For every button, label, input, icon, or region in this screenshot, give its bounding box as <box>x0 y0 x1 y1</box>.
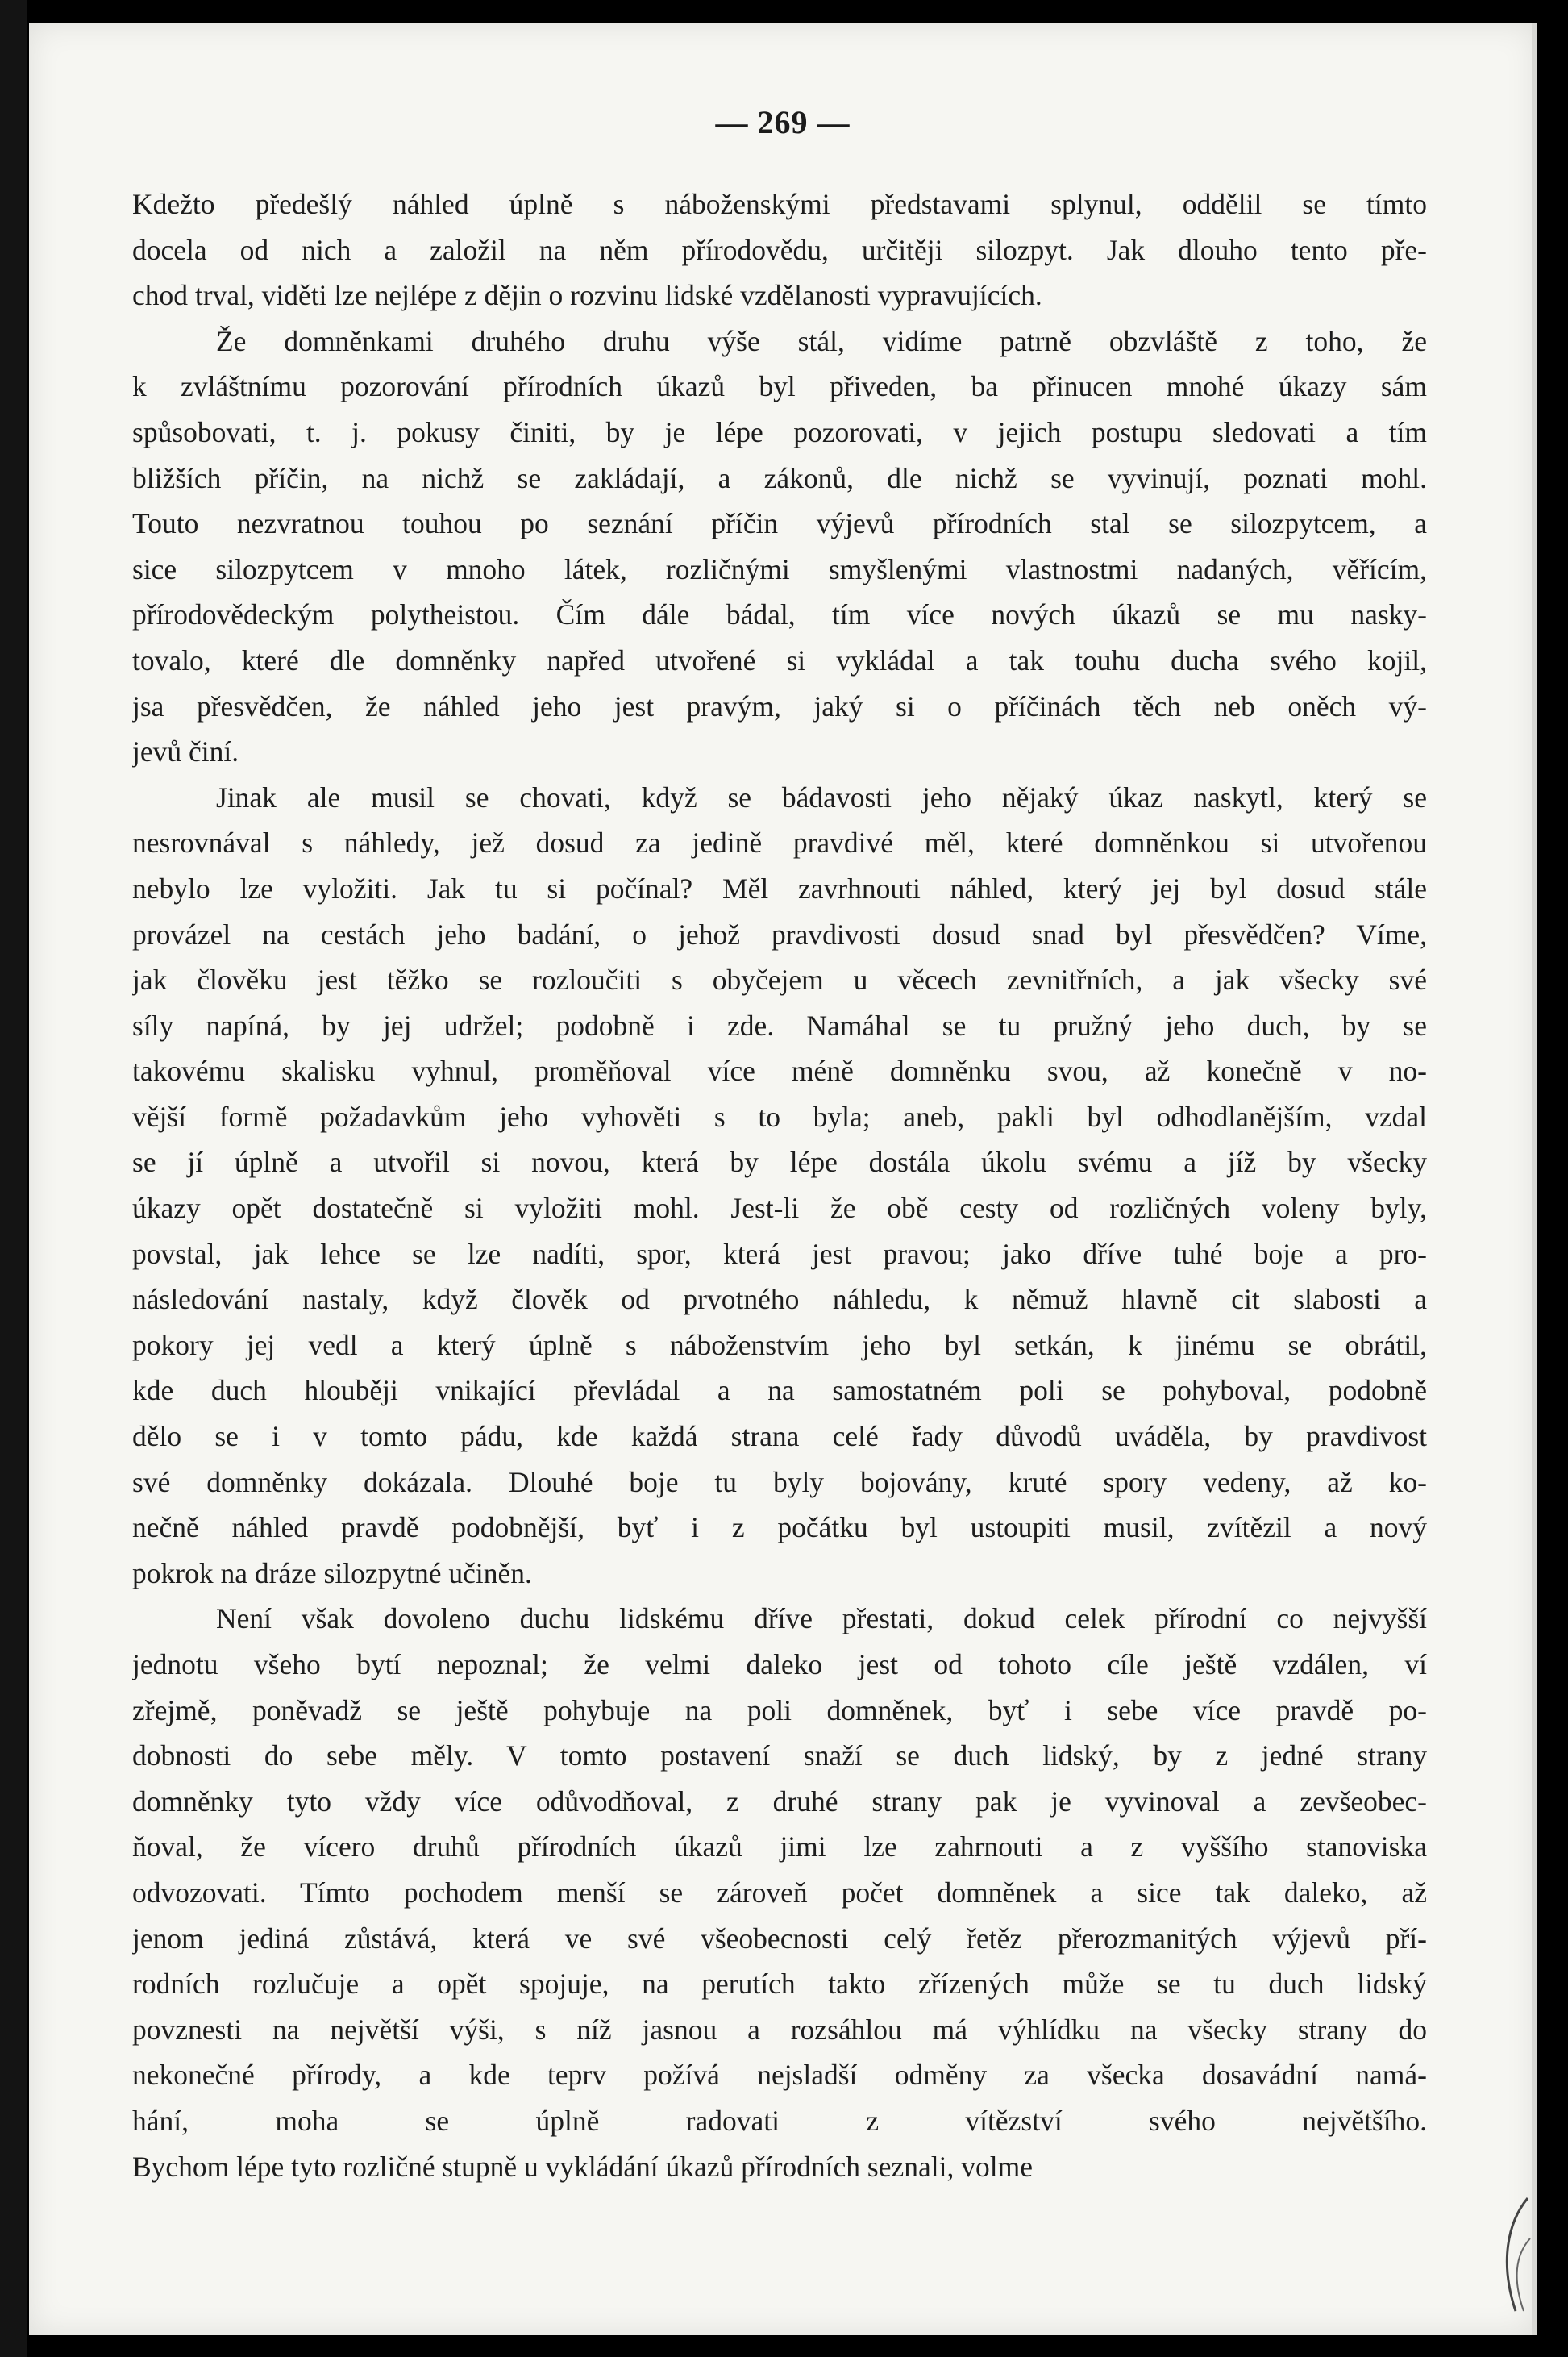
text-line: hání, moha se úplně radovati z vítězství svého největšího. <box>132 2104 1427 2137</box>
text-line: Bychom lépe tyto rozličné stupně u vykládání úkazů přírodních seznali, volme <box>132 2150 1033 2183</box>
page-edge <box>1532 23 1537 2335</box>
text-line: Jinak ale musil se chovati, když se bádavosti jeho nějaký úkaz naskytl, který se <box>216 781 1427 814</box>
book-page <box>29 23 1537 2335</box>
text-line: jak člověku jest těžko se rozloučiti s obyčejem u věcech zevnitřních, a jak všecky své <box>132 964 1427 997</box>
text-line: tovalo, které dle domněnky napřed utvořené si vykládal a tak touhu ducha svého kojil, <box>132 643 1427 677</box>
text-line: sice silozpytcem v mnoho látek, rozličnými smyšlenými vlastnostmi nadaných, věřícím, <box>132 552 1427 585</box>
text-line: síly napíná, by jej udržel; podobně i zde. Namáhal se tu pružný jeho duch, by se <box>132 1009 1427 1042</box>
text-line: Touto nezvratnou touhou po seznání příčin výjevů přírodních stal se silozpytcem, a <box>132 507 1427 540</box>
text-line: nebylo lze vyložiti. Jak tu si počínal? Měl zavrhnouti náhled, který jej byl dosud stále <box>132 872 1427 905</box>
text-line: jednotu všeho bytí nepoznal; že velmi daleko jest od tohoto cíle ještě vzdálen, ví <box>132 1648 1427 1680</box>
text-line: spůsobovati, t. j. pokusy činiti, by je lépe pozorovati, v jejich postupu sledovati a tím <box>132 415 1427 448</box>
text-line: zřejmě, poněvadž se ještě pohybuje na poli domněnek, byť i sebe více pravdě po- <box>132 1693 1427 1726</box>
text-line: své domněnky dokázala. Dlouhé boje tu byly bojovány, kruté spory vedeny, až ko- <box>132 1465 1427 1498</box>
text-line: rodních rozlučuje a opět spojuje, na perutích takto zřízených může se tu duch lidský <box>132 1968 1427 2001</box>
text-line: ňoval, že vícero druhů přírodních úkazů jimi lze zahrnouti a z vyššího stanoviska <box>132 1830 1427 1864</box>
text-line: úkazy opět dostatečně si vyložiti mohl. Jest-li že obě cesty od rozličných voleny byly, <box>132 1192 1427 1225</box>
text-line: dělo se i v tomto pádu, kde každá strana celé řady důvodů uváděla, by pravdivost <box>132 1420 1427 1453</box>
text-line: přírodovědeckým polytheistou. Čím dále bádal, tím více nových úkazů se mu nasky- <box>132 598 1427 631</box>
text-line: bližších příčin, na nichž se zakládají, a zákonů, dle nichž se vyvinují, poznati mohl. <box>132 461 1427 494</box>
text-line: dobnosti do sebe měly. V tomto postavení snaží se duch lidský, by z jedné strany <box>132 1739 1427 1772</box>
text-line: nekonečné přírody, a kde teprv požívá nejsladší odměny za všecka dosavádní namá- <box>132 2059 1427 2092</box>
text-line: se jí úplně a utvořil si novou, která by lépe dostála úkolu svému a jíž by všecky <box>132 1146 1427 1179</box>
text-line: pokrok na dráze silozpytné učiněn. <box>132 1556 532 1589</box>
text-line: Kdežto předešlý náhled úplně s náboženskými představami splynul, oddělil se tímto <box>132 188 1427 220</box>
page-curl-icon <box>1483 2190 1532 2319</box>
text-line: docela od nich a založil na něm přírodovědu, určitěji silozpyt. Jak dlouho tento pře- <box>132 233 1427 266</box>
body-text <box>132 181 1427 2235</box>
text-line: nesrovnával s náhledy, jež dosud za jedině pravdivé měl, které domněnkou si utvořenou <box>132 827 1427 860</box>
text-line: povstal, jak lehce se lze nadíti, spor, která jest pravou; jako dříve tuhé boje a pro- <box>132 1237 1427 1270</box>
text-line: vější formě požadavkům jeho vyhověti s to byla; aneb, pakli byl odhodlanějším, vzdal <box>132 1100 1427 1133</box>
text-line: Že domněnkami druhého druhu výše stál, vidíme patrně obzvláště z toho, že <box>216 324 1427 357</box>
text-line: k zvláštnímu pozorování přírodních úkazů byl přiveden, ba přinucen mnohé úkazy sám <box>132 370 1427 403</box>
text-line: provázel na cestách jeho badání, o jehož pravdivosti dosud snad byl přesvědčen? Víme, <box>132 918 1427 951</box>
page-number: — 269 — <box>715 104 851 140</box>
text-line: nečně náhled pravdě podobnější, byť i z počátku byl ustoupiti musil, zvítězil a nový <box>132 1511 1427 1544</box>
text-line: chod trval, viděti lze nejlépe z dějin o rozvinu lidské vzdělanosti vypravujících. <box>132 279 1042 312</box>
text-line: jenom jediná zůstává, která ve své všeobecnosti celý řetěz přerozmanitých výjevů pří- <box>132 1922 1427 1955</box>
text-line: kde duch hlouběji vnikající převládal a na samostatném poli se pohyboval, podobně <box>132 1374 1427 1407</box>
text-line: pokory jej vedl a který úplně s náboženstvím jeho byl setkán, k jinému se obrátil, <box>132 1328 1427 1361</box>
text-line <box>132 2189 1427 2235</box>
text-line: domněnky tyto vždy více odůvodňoval, z druhé strany pak je vyvinoval a zevšeobec- <box>132 1784 1427 1818</box>
text-line: jsa přesvědčen, že náhled jeho jest pravým, jaký si o příčinách těch neb oněch vý- <box>132 689 1427 723</box>
scan-edge <box>0 0 27 2357</box>
text-line: jevů činí. <box>132 735 239 768</box>
text-line: odvozovati. Tímto pochodem menší se zároveň počet domněnek a sice tak daleko, až <box>132 1876 1427 1909</box>
text-line: takovému skalisku vyhnul, proměňoval více méně domněnku svou, až konečně v no- <box>132 1055 1427 1088</box>
text-line: Není však dovoleno duchu lidskému dříve přestati, dokud celek přírodní co nejvyšší <box>216 1602 1427 1635</box>
text-line: následování nastaly, když člověk od prvotného náhledu, k němuž hlavně cit slabosti a <box>132 1283 1427 1316</box>
text-line: povznesti na největší výši, s níž jasnou a rozsáhlou má výhlídku na všecky strany do <box>132 2013 1427 2046</box>
